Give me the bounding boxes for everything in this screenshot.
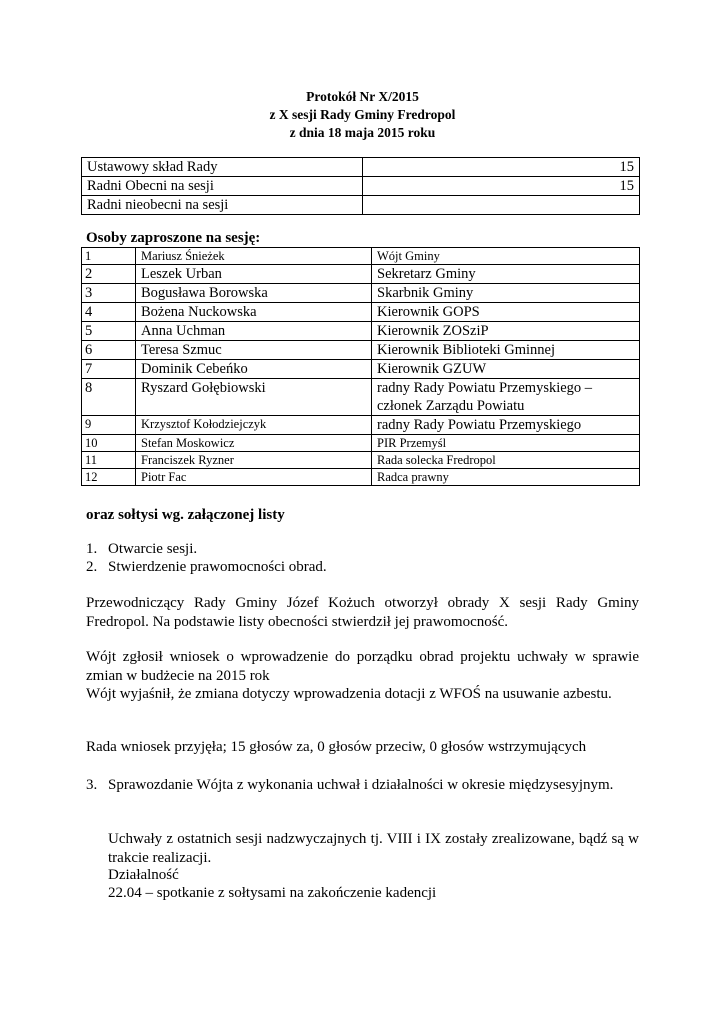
agenda-item-report: Sprawozdanie Wójta z wykonania uchwał i działalności w okresie międzysesyjnym. (108, 777, 614, 793)
person-name: Dominik Cebeńko (136, 360, 372, 379)
vote-result-paragraph: Rada wniosek przyjęła; 15 głosów za, 0 głosów przeciw, 0 głosów wstrzymujących (86, 739, 587, 755)
person-role: radny Rady Powiatu Przemyskiego (372, 416, 640, 435)
person-name: Franciszek Ryzner (136, 452, 372, 469)
protocol-number: Protokół Nr X/2015 (306, 89, 419, 104)
absent-members-label: Radni nieobecni na sesji (82, 196, 363, 215)
person-name: Krzysztof Kołodziejczyk (136, 416, 372, 435)
row-number: 1 (82, 248, 136, 265)
table-row (82, 379, 640, 416)
resolutions-paragraph: Uchwały z ostatnich sesji nadzwyczajnych tj. VIII i IX zostały zrealizowane, bądź są w trakcie realizacji. (108, 831, 639, 866)
person-role: Sekretarz Gminy (372, 265, 640, 284)
activity-entry: 22.04 – spotkanie z sołtysami na zakończenie kadencji (108, 885, 437, 901)
present-members-value: 15 (363, 177, 640, 196)
person-name: Stefan Moskowicz (136, 435, 372, 452)
statutory-members-value: 15 (363, 158, 640, 177)
person-role: Kierownik GZUW (372, 360, 640, 379)
table-row (82, 416, 640, 435)
row-number: 6 (82, 341, 136, 360)
person-name: Teresa Szmuc (136, 341, 372, 360)
row-number: 3 (82, 284, 136, 303)
invited-heading: Osoby zaproszone na sesję: (86, 230, 261, 246)
person-name: Anna Uchman (136, 322, 372, 341)
soltysi-note: oraz sołtysi wg. załączonej listy (86, 507, 285, 523)
person-role: Kierownik Biblioteki Gminnej (372, 341, 640, 360)
explanation-paragraph: Wójt wyjaśnił, że zmiana dotyczy wprowadzenia dotacji z WFOŚ na usuwanie azbestu. (86, 686, 612, 702)
table-row (82, 469, 640, 486)
person-name: Bogusława Borowska (136, 284, 372, 303)
table-row (82, 284, 640, 303)
agenda-number: 1. (86, 541, 98, 557)
statutory-members-label: Ustawowy skład Rady (82, 158, 363, 177)
invited-persons-table (81, 247, 640, 486)
motion-paragraph: Wójt zgłosił wniosek o wprowadzenie do porządku obrad projektu uchwały w sprawie zmian w budżecie na 2015 rok (86, 649, 639, 684)
row-number: 8 (82, 379, 136, 416)
activity-label: Działalność (108, 867, 179, 883)
table-row (82, 303, 640, 322)
table-row (82, 341, 640, 360)
row-number: 2 (82, 265, 136, 284)
table-row (82, 435, 640, 452)
opening-paragraph: Przewodniczący Rady Gminy Józef Kożuch otworzył obrady X sesji Rady Gminy Fredropol. Na podstawie listy obecności stwierdził jej prawomocność. (86, 595, 639, 630)
table-row (82, 452, 640, 469)
session-date: z dnia 18 maja 2015 roku (289, 125, 436, 140)
person-role: radny Rady Powiatu Przemyskiego – członek Zarządu Powiatu (372, 379, 640, 416)
table-row (82, 248, 640, 265)
table-row (82, 360, 640, 379)
row-number: 11 (82, 452, 136, 469)
person-name: Leszek Urban (136, 265, 372, 284)
row-number: 12 (82, 469, 136, 486)
agenda-number: 3. (86, 777, 98, 793)
person-name: Mariusz Śnieżek (136, 248, 372, 265)
person-role: Rada solecka Fredropol (372, 452, 640, 469)
person-role: PIR Przemyśl (372, 435, 640, 452)
person-role: Skarbnik Gminy (372, 284, 640, 303)
person-role: Kierownik GOPS (372, 303, 640, 322)
row-number: 7 (82, 360, 136, 379)
table-row (82, 177, 640, 196)
agenda-number: 2. (86, 559, 98, 575)
present-members-label: Radni Obecni na sesji (82, 177, 363, 196)
person-role: Radca prawny (372, 469, 640, 486)
person-role: Kierownik ZOSziP (372, 322, 640, 341)
person-name: Piotr Fac (136, 469, 372, 486)
absent-members-value (363, 196, 640, 215)
council-composition-table (81, 157, 640, 215)
row-number: 9 (82, 416, 136, 435)
row-number: 5 (82, 322, 136, 341)
row-number: 4 (82, 303, 136, 322)
table-row (82, 196, 640, 215)
table-row (82, 158, 640, 177)
agenda-item-quorum: Stwierdzenie prawomocności obrad. (108, 559, 327, 575)
session-title: z X sesji Rady Gminy Fredropol (269, 107, 456, 122)
row-number: 10 (82, 435, 136, 452)
person-name: Ryszard Gołębiowski (136, 379, 372, 416)
table-row (82, 322, 640, 341)
person-name: Bożena Nuckowska (136, 303, 372, 322)
table-row (82, 265, 640, 284)
person-role: Wójt Gminy (372, 248, 640, 265)
agenda-item-opening: Otwarcie sesji. (108, 541, 198, 557)
